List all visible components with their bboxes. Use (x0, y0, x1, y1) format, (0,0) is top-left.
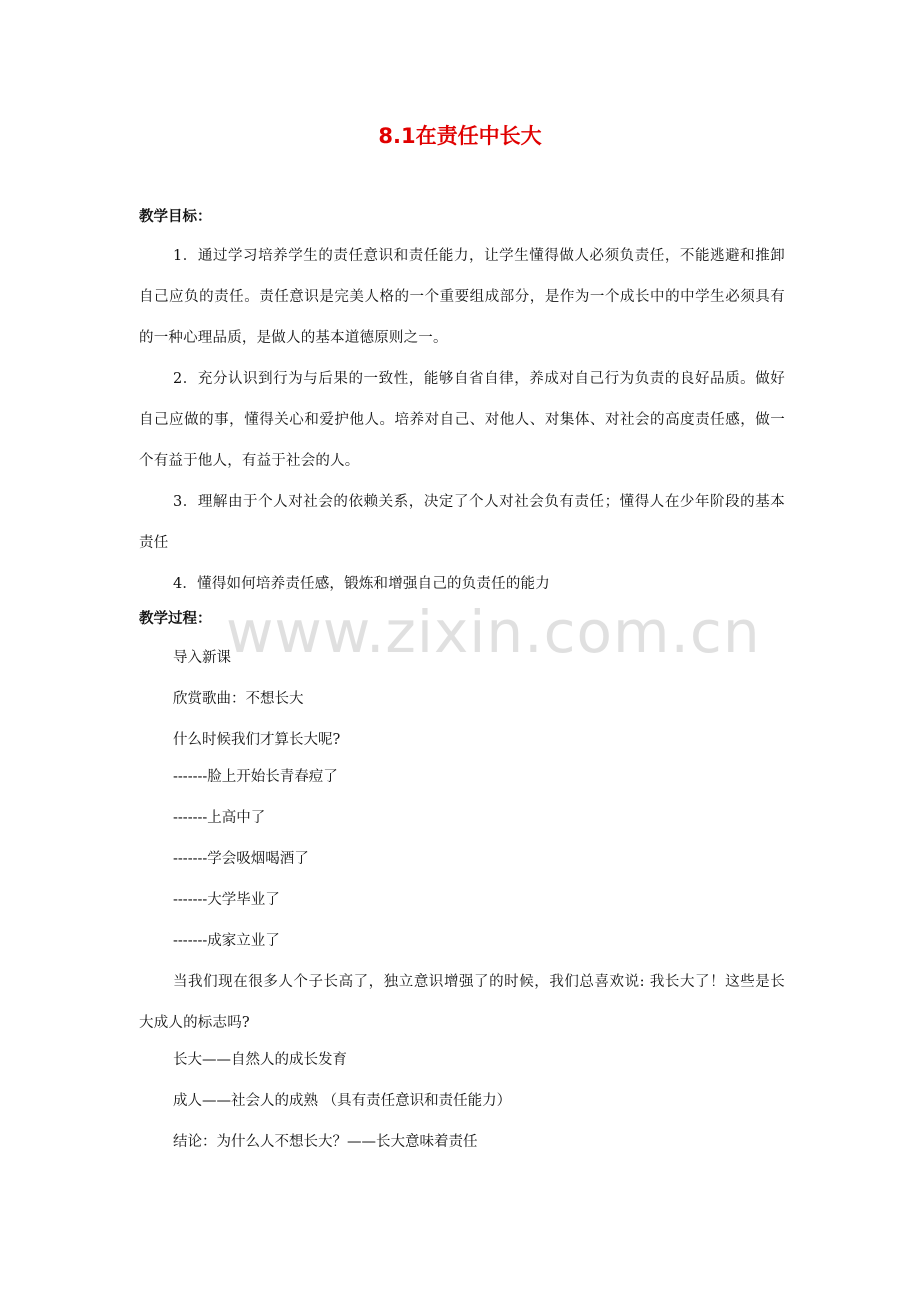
process-line: 欣赏歌曲：不想长大 (173, 691, 304, 707)
process-line: 什么时候我们才算长大呢? (173, 732, 341, 748)
objective-item-4: 4．懂得如何培养责任感，锻炼和增强自己的负责任的能力 (173, 576, 550, 592)
process-line: -------成家立业了 (173, 933, 280, 949)
section-heading-process: 教学过程： (139, 611, 212, 627)
process-line: 长大——自然人的成长发育 (173, 1052, 347, 1068)
process-paragraph: 当我们现在很多人个子长高了，独立意识增强了的时候，我们总喜欢说: 我长大了！这些是长大成人的标志吗? (139, 974, 785, 1031)
objective-item-1: 1．通过学习培养学生的责任意识和责任能力，让学生懂得做人必须负责任，不能逃避和推卸自己应负的责任。责任意识是完美人格的一个重要组成部分，是作为一个成长中的中学生必须具有的一种心理品质，是做人的基本道德原则之一。 (139, 248, 785, 346)
conclusion-line: 结论：为什么人不想长大？——长大意味着责任 (173, 1134, 478, 1150)
watermark: www.zixin.com.cn (226, 598, 761, 666)
process-line: 成人——社会人的成熟 （具有责任意识和责任能力） (173, 1093, 512, 1109)
objective-item-3: 3．理解由于个人对社会的依赖关系，决定了个人对社会负有责任；懂得人在少年阶段的基本责任 (139, 494, 785, 551)
document-title: 8.1在责任中长大 (378, 124, 542, 148)
objective-item-2: 2．充分认识到行为与后果的一致性，能够自省自律，养成对自己行为负责的良好品质。做好自己应做的事，懂得关心和爱护他人。培养对自己、对他人、对集体、对社会的高度责任感，做一个有益于他人，有益于社会的人。 (139, 371, 785, 469)
process-line: -------学会吸烟喝酒了 (173, 851, 309, 867)
process-line: -------脸上开始长青春痘了 (173, 769, 338, 785)
process-line: -------大学毕业了 (173, 892, 280, 908)
process-line: 导入新课 (173, 650, 231, 666)
process-line: -------上高中了 (173, 810, 266, 826)
section-heading-objectives: 教学目标： (139, 209, 212, 225)
